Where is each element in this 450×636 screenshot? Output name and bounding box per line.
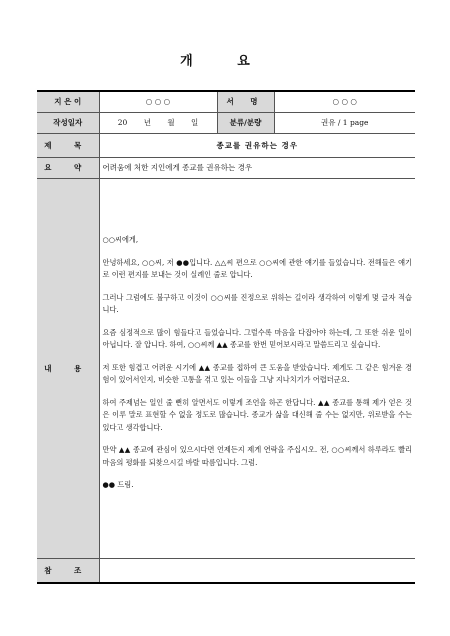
- date-row: [37, 112, 415, 133]
- page-title: 개 요: [180, 54, 270, 69]
- note-label: 참 조: [37, 558, 99, 583]
- summary-value: 어려움에 처한 지인에게 종교를 권유하는 경우: [99, 157, 415, 178]
- content-paragraph: 안녕하세요, ○○씨, 저 ●●입니다. △△씨 편으로 ○○씨에 관한 얘기를 들었습니다. 전해들은 얘기로 이런 편지를 보내는 것이 실례인 줄로 압니다.: [102, 257, 412, 280]
- content-row: [37, 178, 415, 558]
- date-label: 작성일자: [37, 112, 99, 133]
- content-paragraph: 저 또한 힘겹고 어려운 시기에 ▲▲ 종교를 접하여 큰 도움을 받았습니다. 제게도 그 같은 힘겨운 경험이 있어서인지, 비슷한 고통을 겪고 있는 이들을 그냥 지나치기가 어렵더군요.: [102, 362, 412, 385]
- presenter-value: ○ ○ ○: [99, 91, 217, 112]
- presenter-row: [37, 91, 415, 112]
- signature-value: ○ ○ ○: [274, 91, 415, 112]
- signature-label: 서 명: [217, 91, 274, 112]
- presenter-label: 지 은 이: [37, 91, 99, 112]
- category-label: 분류/분량: [217, 112, 274, 133]
- summary-label: 요 약: [37, 157, 99, 178]
- content-paragraph: ○○씨에게,: [102, 235, 139, 245]
- category-value: 권유 / 1 page: [274, 112, 415, 133]
- date-value: 20 년 월 일: [99, 112, 217, 133]
- note-row: [37, 558, 415, 583]
- content-paragraph: 그러나 그럼에도 불구하고 이것이 ○○씨를 진정으로 위하는 길이라 생각하여 이렇게 몇 글자 적습니다.: [102, 292, 412, 315]
- summary-form-table: [37, 90, 415, 584]
- subject-value: 종교를 권유하는 경우: [99, 133, 415, 157]
- content-paragraph: 하여 주제넘는 일인 줄 뻔히 알면서도 이렇게 조언을 하곤 한답니다. ▲▲ 종교를 통해 제가 얻은 것은 이루 말로 표현할 수 없을 정도로 많습니다. 종교가 삶을 대신해 줄 수는 없지만, 위로받을 수는 있다고 생각합니다.: [102, 397, 412, 432]
- content-label: 내 용: [37, 178, 99, 558]
- subject-label: 제 목: [37, 133, 99, 157]
- content-paragraph: 만약 ▲▲ 종교에 관심이 있으시다면 언제든지 제게 연락을 주십시오. 전, ○○씨께서 하루라도 빨리 마음의 평화를 되찾으시길 바랄 따름입니다. 그럼.: [102, 445, 412, 467]
- content-paragraph: 요즘 심정적으로 많이 힘들다고 들었습니다. 그럴수록 마음을 다잡아야 하는데, 그 또한 쉬운 일이 아닙니다. 잘 압니다. 하여, ○○씨께 ▲▲ 종교를 한번 믿어보시라고 말씀드리고 싶습니다.: [102, 327, 412, 350]
- summary-row: [37, 157, 415, 178]
- content-body: [99, 178, 415, 558]
- subject-row: [37, 133, 415, 157]
- note-value: [99, 558, 415, 583]
- content-paragraph: ●● 드림.: [102, 480, 134, 490]
